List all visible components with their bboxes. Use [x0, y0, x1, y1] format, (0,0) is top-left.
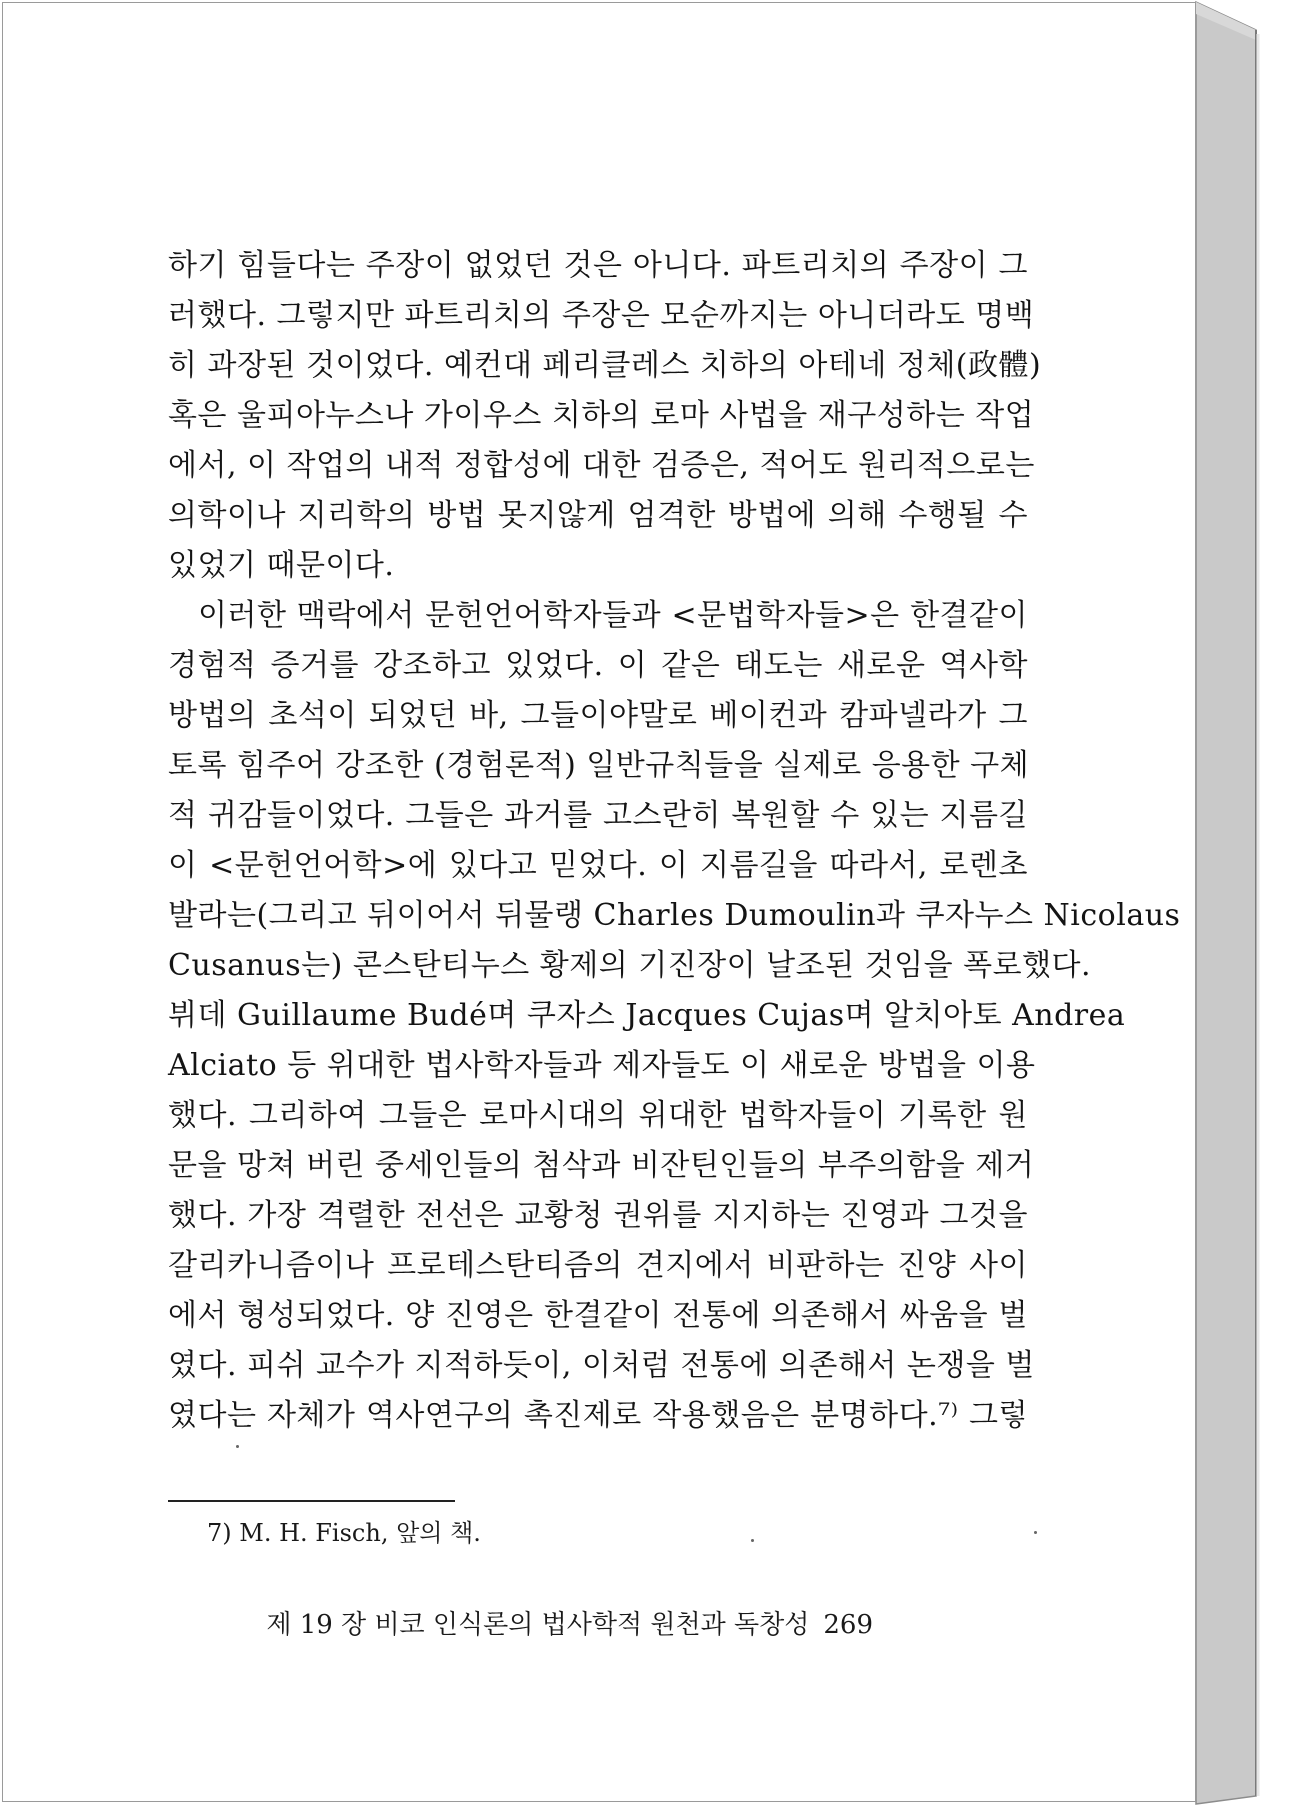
text-line: 혹은 울피아누스나 가이우스 치하의 로마 사법을 재구성하는 작업 [168, 398, 1035, 433]
text-line: 러했다. 그렇지만 파트리치의 주장은 모순까지는 아니더라도 명백 [168, 298, 1035, 333]
text-line: 의학이나 지리학의 방법 못지않게 엄격한 방법에 의해 수행될 수 [168, 498, 1028, 533]
text-line: 에서 형성되었다. 양 진영은 한결같이 전통에 의존해서 싸움을 벌 [168, 1298, 1028, 1333]
paragraph-end-line: 있었기 때문이다. [168, 548, 395, 583]
body-text [168, 241, 1181, 1441]
scan-speck [236, 1445, 239, 1448]
text-line: 하기 힘들다는 주장이 없었던 것은 아니다. 파트리치의 주장이 그 [168, 248, 1028, 283]
text-line: Cusanus는) 콘스탄티누스 황제의 기진장이 날조된 것임을 폭로했다. [168, 948, 1092, 983]
text-line: Alciato 등 위대한 법사학자들과 제자들도 이 새로운 방법을 이용 [168, 1048, 1036, 1083]
paragraph-start-line: 이러한 맥락에서 문헌언어학자들과 <문법학자들>은 한결같이 [198, 598, 1028, 633]
footnote-divider [168, 1500, 455, 1502]
text-line: 적 귀감들이었다. 그들은 과거를 고스란히 복원할 수 있는 지름길 [168, 798, 1028, 833]
page-number: 269 [823, 1610, 873, 1640]
text-line: 뷔데 Guillaume Budé며 쿠자스 Jacques Cujas며 알치아토 Andrea [168, 998, 1126, 1033]
text-line: 문을 망쳐 버린 중세인들의 첨삭과 비잔틴인들의 부주의함을 제거 [168, 1148, 1035, 1183]
running-footer [266, 1604, 873, 1641]
text-line: 토록 힘주어 강조한 (경험론적) 일반규칙들을 실제로 응용한 구체 [168, 748, 1030, 783]
text-line: 경험적 증거를 강조하고 있었다. 이 같은 태도는 새로운 역사학 [168, 648, 1028, 683]
text-line: 했다. 그리하여 그들은 로마시대의 위대한 법학자들이 기록한 원 [168, 1098, 1028, 1133]
text-line: 했다. 가장 격렬한 전선은 교황청 권위를 지지하는 진영과 그것을 [168, 1198, 1028, 1233]
book-page [2, 2, 1196, 1802]
text-line: 이 <문헌언어학>에 있다고 믿었다. 이 지름길을 따라서, 로렌초 [168, 848, 1028, 883]
text-line: 에서, 이 작업의 내적 정합성에 대한 검증은, 적어도 원리적으로는 [168, 448, 1035, 483]
text-line: 방법의 초석이 되었던 바, 그들이야말로 베이컨과 캄파넬라가 그 [168, 698, 1028, 733]
scan-speck [1034, 1531, 1037, 1534]
text-line: 였다는 자체가 역사연구의 촉진제로 작용했음은 분명하다.⁷⁾ 그렇 [168, 1398, 1028, 1433]
text-line: 갈리카니즘이나 프로테스탄티즘의 견지에서 비판하는 진양 사이 [168, 1248, 1028, 1283]
scan-speck [751, 1539, 754, 1542]
text-line: 발라는(그리고 뒤이어서 뒤물랭 Charles Dumoulin과 쿠자누스 Nicolaus [168, 898, 1181, 933]
chapter-title: 제 19 장 비코 인식론의 법사학적 원천과 독창성 [266, 1610, 810, 1640]
text-line: 히 과장된 것이었다. 예컨대 페리클레스 치하의 아테네 정체(政體) [168, 348, 1042, 383]
footnote: 7) M. H. Fisch, 앞의 책. [207, 1519, 481, 1547]
text-line: 였다. 피쉬 교수가 지적하듯이, 이처럼 전통에 의존해서 논쟁을 벌 [168, 1348, 1035, 1383]
